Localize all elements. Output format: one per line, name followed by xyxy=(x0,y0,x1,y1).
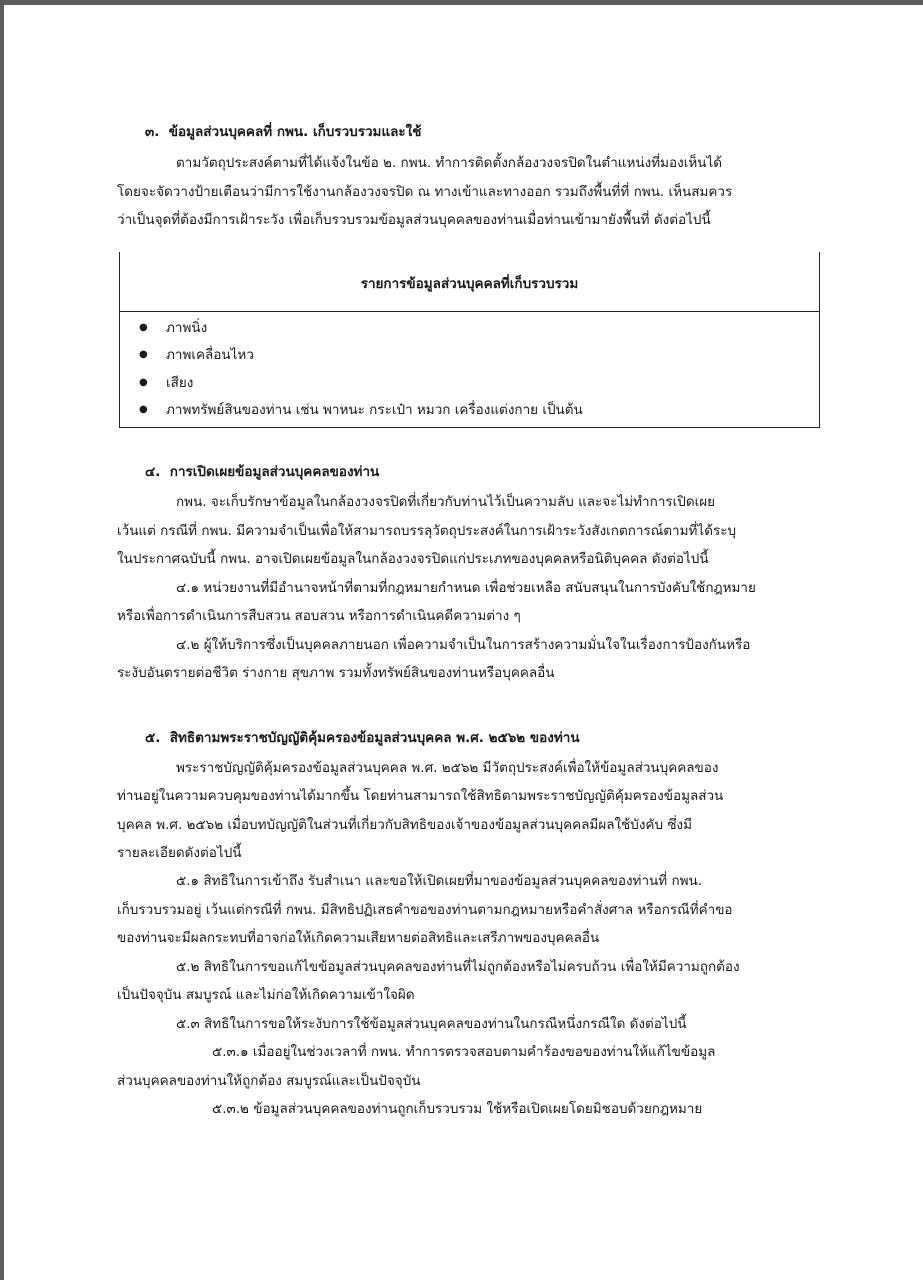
section-3-number: ๓. xyxy=(145,124,160,140)
paragraph-line: รายละเอียดดังต่อไปนี้ xyxy=(117,845,242,861)
paragraph-line: ของท่านจะมีผลกระทบที่อาจก่อให้เกิดความเสียหายต่อสิทธิและเสรีภาพของบุคคลอื่น xyxy=(117,930,600,946)
section-4-title: การเปิดเผยข้อมูลส่วนบุคคลของท่าน xyxy=(169,464,380,480)
section-4-number: ๔. xyxy=(145,464,161,480)
section-3-heading xyxy=(145,118,421,146)
paragraph-line: ว่าเป็นจุดที่ต้องมีการเฝ้าระวัง เพื่อเก็บรวบรวมข้อมูลส่วนบุคคลของท่านเมื่อท่านเข้ามายังพื้นที่ ดังต่อไปนี้ xyxy=(117,212,711,228)
paragraph-line: เป็นปัจจุบัน สมบูรณ์ และไม่ก่อให้เกิดความเข้าใจผิด xyxy=(117,987,415,1003)
bullet-icon: ● xyxy=(139,404,148,415)
table-header: รายการข้อมูลส่วนบุคคลที่เก็บรวบรวม xyxy=(120,252,819,312)
paragraph-line: ๕.๓.๑ เมื่ออยู่ในช่วงเวลาที่ กพน. ทำการตรวจสอบตามคำร้องขอของท่านให้แก้ไขข้อมูล xyxy=(212,1044,716,1060)
list-item: ภาพเคลื่อนไหว xyxy=(166,347,254,363)
paragraph-line: ท่านอยู่ในความควบคุมของท่านได้มากขึ้น โดยท่านสามารถใช้สิทธิตามพระราชบัญญัติคุ้มครองข้อมูลส่วน xyxy=(117,788,724,804)
paragraph-line: ตามวัตถุประสงค์ตามที่ได้แจ้งในข้อ ๒. กพน. ทำการติดตั้งกล้องวงจรปิดในตำแหน่งที่มองเห็นได้ xyxy=(176,155,722,171)
paragraph-line: เก็บรวบรวมอยู่ เว้นแต่กรณีที่ กพน. มีสิทธิปฏิเสธคำขอของท่านตามกฎหมายหรือคำสั่งศาล หรือกรณีที่คำขอ xyxy=(117,902,733,918)
paragraph-line: ๕.๓.๒ ข้อมูลส่วนบุคคลของท่านถูกเก็บรวบรวม ใช้หรือเปิดเผยโดยมิชอบด้วยกฎหมาย xyxy=(212,1101,703,1117)
section-4-heading xyxy=(145,458,379,486)
paragraph-line: หรือเพื่อการดำเนินการสืบสวน สอบสวน หรือการดำเนินคดีความต่าง ๆ xyxy=(117,608,521,624)
paragraph-line: ๔.๒ ผู้ให้บริการซึ่งเป็นบุคคลภายนอก เพื่อความจำเป็นในการสร้างความมั่นใจในเรื่องการป้องกันหรือ xyxy=(176,637,751,653)
bullet-icon: ● xyxy=(139,377,148,388)
paragraph-line: ระงับอันตรายต่อชีวิต ร่างกาย สุขภาพ รวมทั้งทรัพย์สินของท่านหรือบุคคลอื่น xyxy=(117,665,555,681)
section-5-title: สิทธิตามพระราชบัญญัติคุ้มครองข้อมูลส่วนบุคคล พ.ศ. ๒๕๖๒ ของท่าน xyxy=(169,730,580,746)
bullet-icon: ● xyxy=(139,349,148,360)
paragraph-line: โดยจะจัดวางป้ายเตือนว่ามีการใช้งานกล้องวงจรปิด ณ ทางเข้าและทางออก รวมถึงพื้นที่ที่ กพน. เห็นสมควร xyxy=(117,184,733,200)
document-page xyxy=(4,5,923,1280)
list-item: เสียง xyxy=(166,375,194,391)
list-item: ภาพทรัพย์สินของท่าน เช่น พาหนะ กระเป๋า หมวก เครื่องแต่งกาย เป็นต้น xyxy=(166,402,583,418)
section-5-heading xyxy=(145,724,580,752)
paragraph-line: พระราชบัญญัติคุ้มครองข้อมูลส่วนบุคคล พ.ศ. ๒๕๖๒ มีวัตถุประสงค์เพื่อให้ข้อมูลส่วนบุคคลของ xyxy=(176,760,719,776)
section-3-title: ข้อมูลส่วนบุคคลที่ กพน. เก็บรวบรวมและใช้ xyxy=(168,124,422,140)
section-5-number: ๕. xyxy=(145,730,161,746)
list-item: ภาพนิ่ง xyxy=(166,320,208,336)
collected-data-table xyxy=(119,252,820,428)
paragraph-line: ๕.๓ สิทธิในการขอให้ระงับการใช้ข้อมูลส่วนบุคคลของท่านในกรณีหนึ่งกรณีใด ดังต่อไปนี้ xyxy=(176,1016,687,1032)
paragraph-line: กพน. จะเก็บรักษาข้อมูลในกล้องวงจรปิดที่เกี่ยวกับท่านไว้เป็นความลับ และจะไม่ทำการเปิดเผย xyxy=(176,494,716,510)
paragraph-line: เว้นแต่ กรณีที่ กพน. มีความจำเป็นเพื่อให้สามารถบรรลุวัตถุประสงค์ในการเฝ้าระวังสังเกตการณ์ตามที่ได้ระบุ xyxy=(117,523,737,539)
paragraph-line: ในประกาศฉบับนี้ กพน. อาจเปิดเผยข้อมูลในกล้องวงจรปิดแก่ประเภทของบุคคลหรือนิติบุคคล ดังต่อไปนี้ xyxy=(117,551,709,567)
bullet-icon: ● xyxy=(139,322,148,333)
paragraph-line: ๔.๑ หน่วยงานที่มีอำนาจหน้าที่ตามที่กฎหมายกำหนด เพื่อช่วยเหลือ สนับสนุนในการบังคับใช้กฎหมาย xyxy=(176,580,756,596)
paragraph-line: ๕.๒ สิทธิในการขอแก้ไขข้อมูลส่วนบุคคลของท่านที่ไม่ถูกต้องหรือไม่ครบถ้วน เพื่อให้มีความถูกต้อง xyxy=(176,959,740,975)
paragraph-line: บุคคล พ.ศ. ๒๕๖๒ เมื่อบทบัญญัติในส่วนที่เกี่ยวกับสิทธิของเจ้าของข้อมูลส่วนบุคคลมีผลใช้บังคับ ซึ่งมี xyxy=(117,817,692,833)
paragraph-line: ส่วนบุคคลของท่านให้ถูกต้อง สมบูรณ์และเป็นปัจจุบัน xyxy=(117,1073,421,1089)
paragraph-line: ๕.๑ สิทธิในการเข้าถึง รับสำเนา และขอให้เปิดเผยที่มาของข้อมูลส่วนบุคคลของท่านที่ กพน. xyxy=(176,873,703,889)
